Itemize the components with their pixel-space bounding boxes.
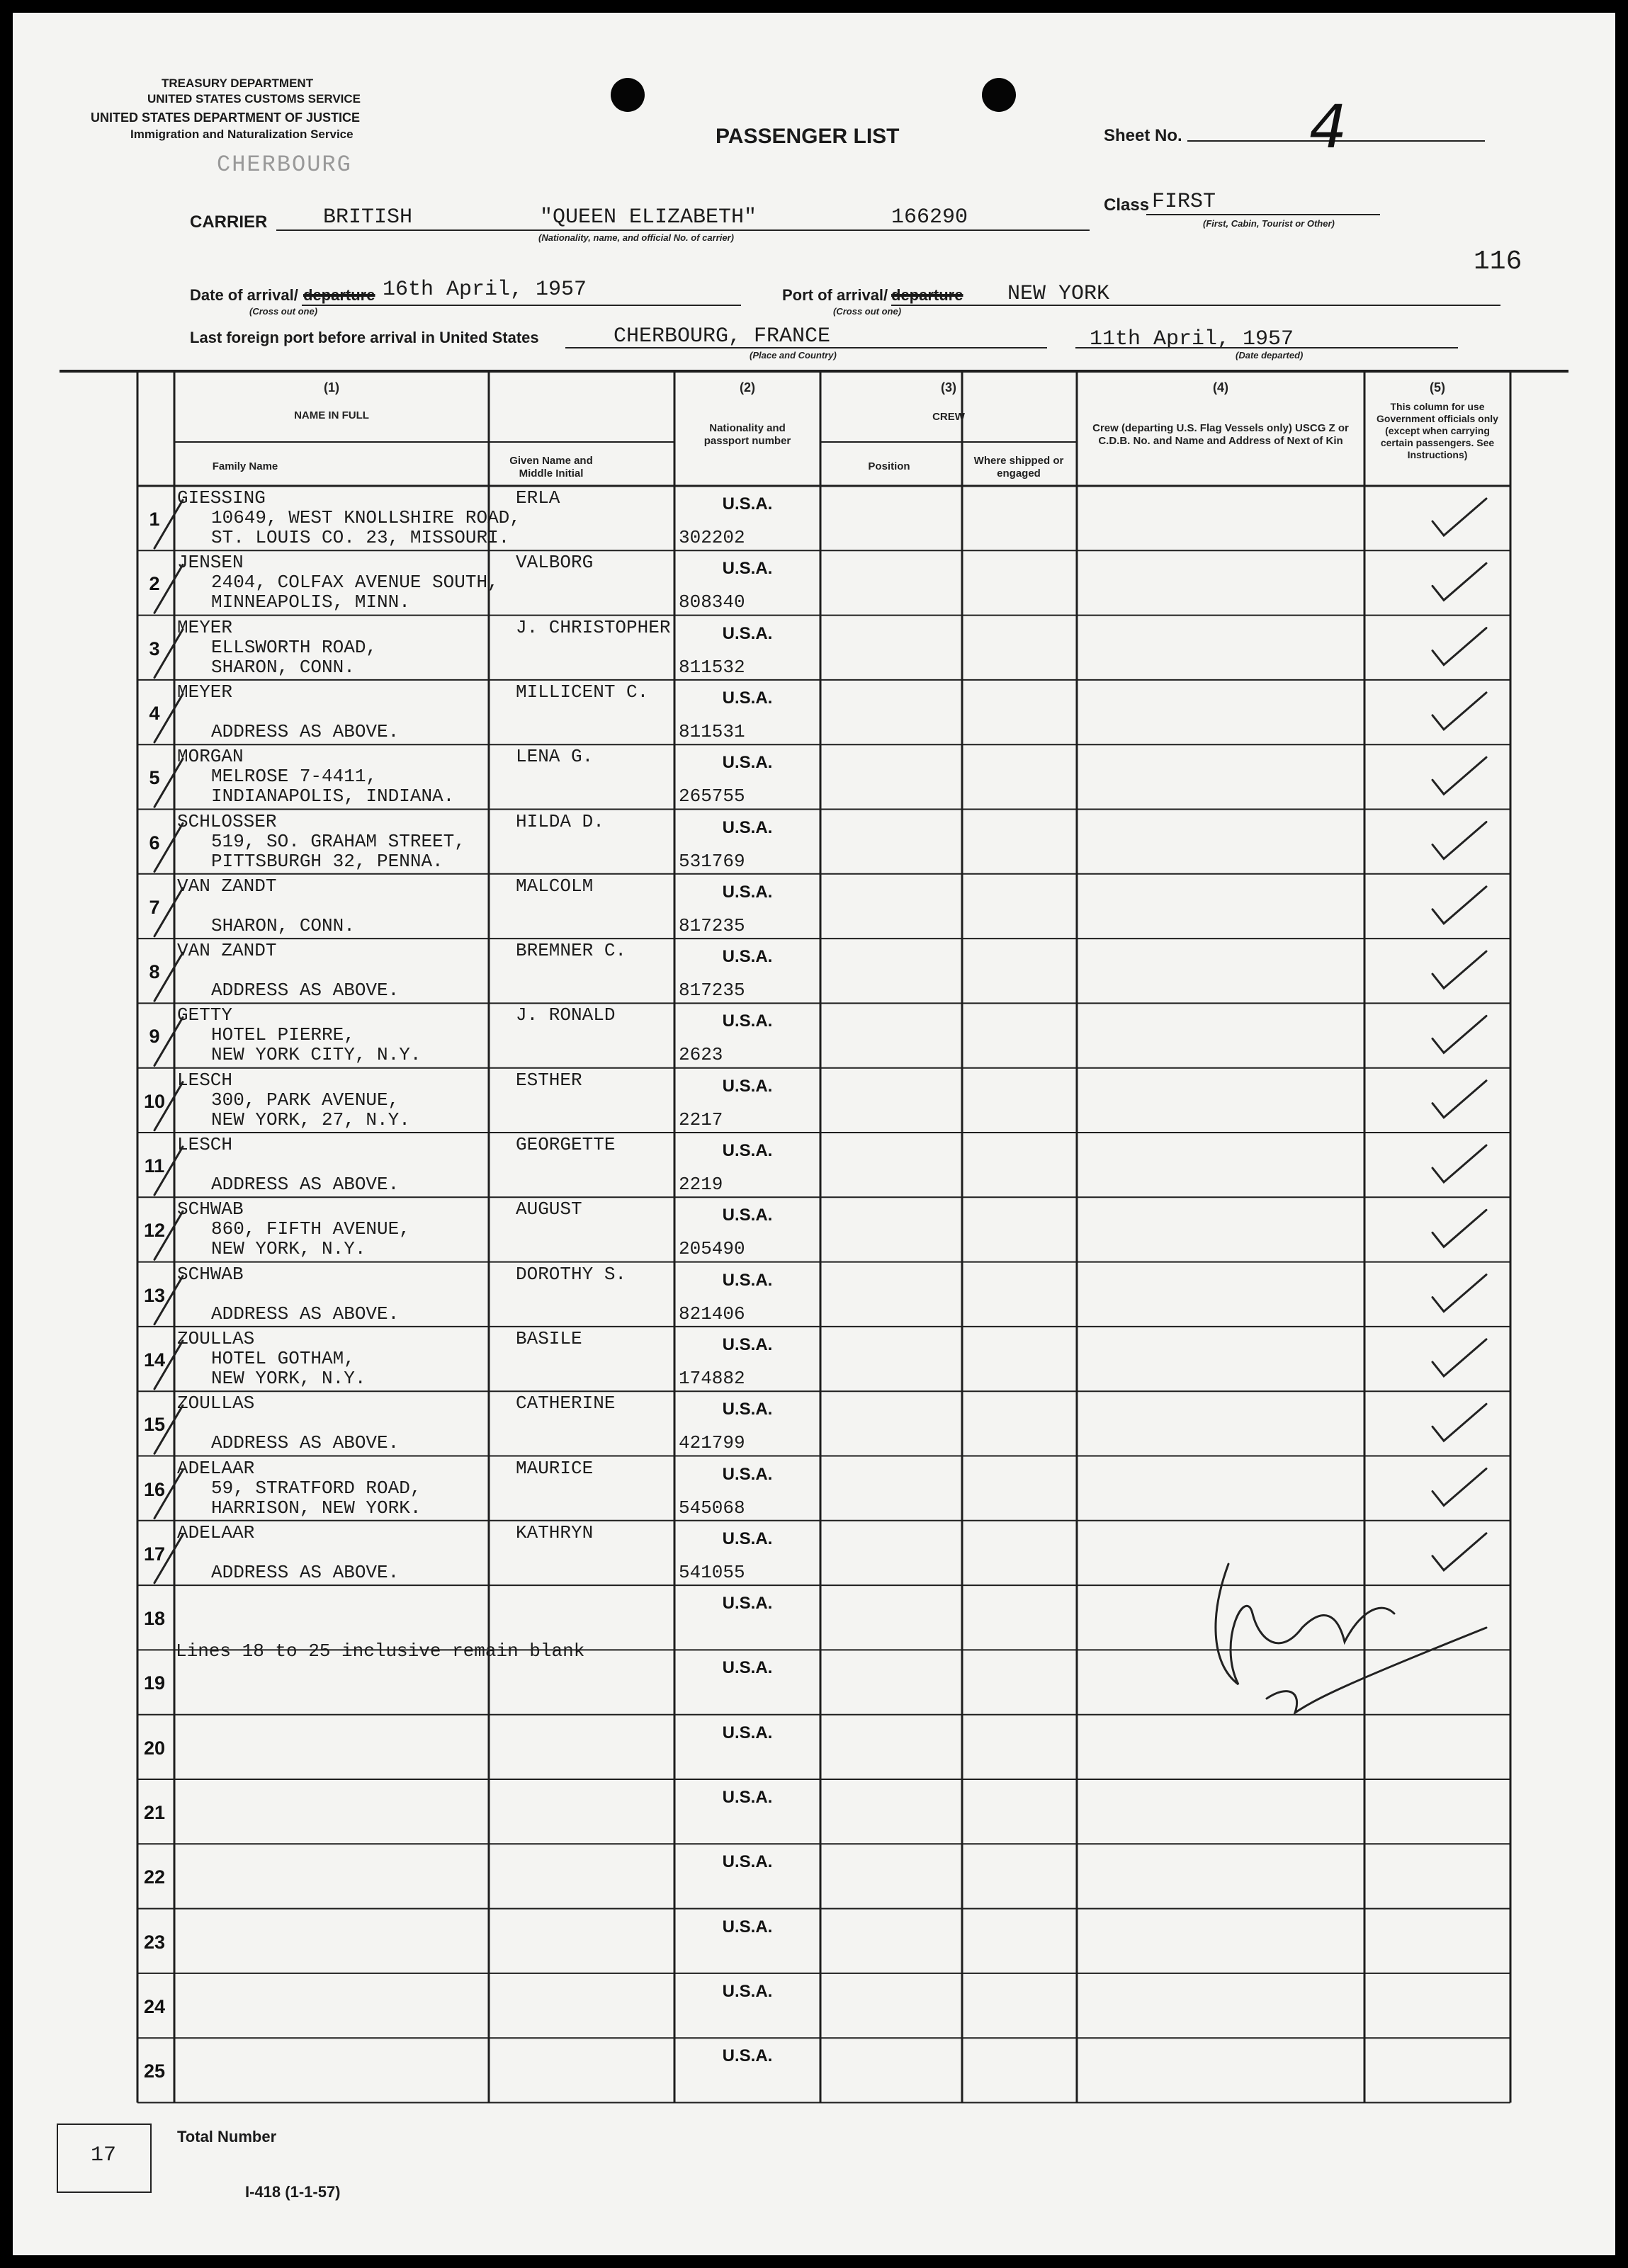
department-of-justice: UNITED STATES DEPARTMENT OF JUSTICE [91, 110, 361, 125]
row-address-2: ST. LOUIS CO. 23, MISSOURI. [211, 527, 510, 548]
check-mark [1432, 951, 1486, 988]
row-slash-mark [154, 1535, 183, 1583]
row-nationality: U.S.A. [722, 753, 773, 773]
row-address-2: SHARON, CONN. [211, 914, 355, 936]
row-slash-mark [154, 1147, 183, 1195]
row-passport: 421799 [679, 1432, 745, 1454]
row-address-2: NEW YORK, 27, N.Y. [211, 1109, 410, 1130]
last-port: CHERBOURG, FRANCE [614, 324, 831, 348]
row-nationality: U.S.A. [722, 1852, 773, 1872]
page-title: PASSENGER LIST [716, 125, 900, 148]
class-label: Class [1104, 195, 1150, 215]
row-family-name: ZOULLAS [177, 1327, 255, 1349]
arrival-date-label: Date of arrival/ [190, 286, 298, 304]
col2-number: (2) [740, 380, 755, 395]
row-number: 17 [143, 1543, 166, 1565]
row-passport: 817235 [679, 914, 745, 936]
port-value: NEW YORK [1007, 282, 1110, 306]
row-nationality: U.S.A. [722, 688, 773, 708]
signature [1216, 1564, 1394, 1684]
page-number: 116 [1474, 246, 1522, 277]
check-mark [1432, 1533, 1486, 1570]
row-given-name: MALCOLM [516, 875, 594, 897]
row-nationality: U.S.A. [722, 1206, 773, 1225]
col-given-name: Given Name and Middle Initial [509, 455, 593, 480]
row-given-name: DOROTHY S. [516, 1263, 627, 1285]
row-nationality: U.S.A. [722, 1400, 773, 1419]
row-family-name: GETTY [177, 1004, 233, 1026]
row-nationality: U.S.A. [722, 1658, 773, 1678]
row-slash-mark [154, 759, 183, 807]
blank-lines-note: Lines 18 to 25 inclusive remain blank [176, 1640, 585, 1662]
row-nationality: U.S.A. [722, 2046, 773, 2066]
row-number: 21 [143, 1802, 166, 1823]
row-given-name: MAURICE [516, 1457, 594, 1479]
check-mark [1432, 1016, 1486, 1053]
row-passport: 174882 [679, 1367, 745, 1389]
row-given-name: MILLICENT C. [516, 681, 649, 703]
row-address-2: ADDRESS AS ABOVE. [211, 1432, 400, 1454]
row-nationality: U.S.A. [722, 1076, 773, 1096]
row-passport: 302202 [679, 527, 745, 548]
row-passport: 2623 [679, 1044, 723, 1066]
row-number: 3 [149, 637, 160, 659]
row-given-name: BREMNER C. [516, 940, 627, 962]
col4-title: Crew (departing U.S. Flag Vessels only) USCG Z or C.D.B. No. and Name and Address of Next of Kin [1092, 422, 1349, 447]
carrier-label: CARRIER [190, 212, 268, 232]
col-family-name: Family Name [212, 460, 278, 472]
row-number: 23 [143, 1931, 166, 1953]
row-given-name: BASILE [516, 1327, 582, 1349]
row-number: 18 [143, 1608, 166, 1630]
row-given-name: GEORGETTE [516, 1134, 616, 1155]
row-address-1: 860, FIFTH AVENUE, [211, 1218, 410, 1240]
arrival-date: 16th April, 1957 [383, 278, 587, 302]
row-given-name: VALBORG [516, 552, 594, 574]
row-nationality: U.S.A. [722, 494, 773, 514]
col1-number: (1) [324, 380, 339, 395]
row-given-name: AUGUST [516, 1198, 582, 1220]
port-struck: departure [891, 286, 963, 304]
row-given-name: LENA G. [516, 746, 594, 768]
row-address-1: 2404, COLFAX AVENUE SOUTH, [211, 572, 499, 594]
row-passport: 2219 [679, 1174, 723, 1195]
check-mark [1432, 1081, 1486, 1118]
row-number: 8 [149, 961, 160, 983]
row-number: 13 [143, 1284, 166, 1306]
row-number: 4 [149, 702, 160, 724]
row-family-name: SCHWAB [177, 1263, 244, 1285]
total-count: 17 [91, 2143, 117, 2167]
row-family-name: MORGAN [177, 746, 244, 768]
row-passport: 265755 [679, 786, 745, 807]
row-address-2: NEW YORK CITY, N.Y. [211, 1044, 422, 1066]
last-port-label: Last foreign port before arrival in United States [190, 329, 539, 346]
row-nationality: U.S.A. [722, 947, 773, 967]
row-number: 16 [143, 1478, 166, 1500]
row-number: 25 [143, 2060, 166, 2082]
row-family-name: JENSEN [177, 552, 244, 574]
arrival-date-struck: departure [303, 286, 375, 304]
row-nationality: U.S.A. [722, 1011, 773, 1031]
last-port-caption: (Place and Country) [750, 350, 837, 361]
port-label: Port of arrival/ [782, 286, 888, 304]
row-passport: 817235 [679, 980, 745, 1002]
row-nationality: U.S.A. [722, 817, 773, 837]
row-nationality: U.S.A. [722, 1334, 773, 1354]
immigration-service: Immigration and Naturalization Service [130, 127, 354, 141]
row-address-2: ADDRESS AS ABOVE. [211, 1303, 400, 1325]
arrival-date-caption: (Cross out one) [249, 306, 318, 317]
row-address-2: PITTSBURGH 32, PENNA. [211, 850, 443, 872]
check-mark [1432, 822, 1486, 859]
row-slash-mark [154, 953, 183, 1001]
row-passport: 821406 [679, 1303, 745, 1325]
row-number: 15 [143, 1414, 166, 1436]
row-family-name: LESCH [177, 1069, 233, 1091]
row-passport: 205490 [679, 1238, 745, 1260]
row-slash-mark [154, 630, 183, 678]
row-address-1: ELLSWORTH ROAD, [211, 636, 378, 658]
row-family-name: ADELAAR [177, 1457, 255, 1479]
carrier-number: 166290 [891, 205, 968, 229]
row-family-name: ZOULLAS [177, 1393, 255, 1414]
row-address-1: HOTEL GOTHAM, [211, 1347, 355, 1369]
row-slash-mark [154, 1211, 183, 1259]
row-family-name: MEYER [177, 616, 233, 638]
row-nationality: U.S.A. [722, 1529, 773, 1548]
row-slash-mark [154, 694, 183, 742]
sheet-number-label: Sheet No. [1104, 126, 1182, 145]
date-departed-caption: (Date departed) [1236, 350, 1304, 361]
row-number: 12 [143, 1220, 166, 1242]
row-slash-mark [154, 1017, 183, 1065]
row-nationality: U.S.A. [722, 1270, 773, 1290]
row-address-1: 59, STRATFORD ROAD, [211, 1477, 422, 1499]
row-number: 14 [143, 1349, 166, 1371]
row-number: 24 [143, 1995, 166, 2017]
col1-title: NAME IN FULL [294, 409, 369, 421]
row-address-2: NEW YORK, N.Y. [211, 1238, 366, 1260]
row-family-name: VAN ZANDT [177, 875, 277, 897]
check-mark [1432, 1404, 1486, 1441]
row-address-2: ADDRESS AS ABOVE. [211, 980, 400, 1002]
row-given-name: KATHRYN [516, 1521, 594, 1543]
row-number: 1 [149, 509, 160, 530]
check-mark [1432, 499, 1486, 535]
row-slash-mark [154, 500, 183, 548]
row-passport: 808340 [679, 591, 745, 613]
check-mark [1432, 563, 1486, 600]
signature-tail [1267, 1628, 1486, 1713]
form-number: I-418 (1-1-57) [245, 2183, 341, 2201]
row-number: 2 [149, 573, 160, 595]
row-nationality: U.S.A. [722, 623, 773, 643]
row-given-name: HILDA D. [516, 810, 604, 832]
col3-title: CREW [932, 411, 965, 423]
row-passport: 811531 [679, 720, 745, 742]
col2-title: Nationality and passport number [703, 422, 791, 447]
check-mark [1432, 1469, 1486, 1506]
sheet-number-handwritten: 4 [1309, 92, 1347, 161]
row-address-1: 10649, WEST KNOLLSHIRE ROAD, [211, 507, 521, 528]
check-mark [1432, 628, 1486, 665]
check-mark [1432, 693, 1486, 730]
row-family-name: MEYER [177, 681, 233, 703]
row-address-2: ADDRESS AS ABOVE. [211, 720, 400, 742]
col5-number: (5) [1430, 380, 1445, 395]
check-mark [1432, 1339, 1486, 1376]
check-mark [1432, 757, 1486, 794]
row-slash-mark [154, 888, 183, 936]
row-address-2: INDIANAPOLIS, INDIANA. [211, 786, 455, 807]
row-family-name: LESCH [177, 1134, 233, 1155]
class-caption: (First, Cabin, Tourist or Other) [1203, 218, 1335, 229]
check-mark [1432, 1145, 1486, 1182]
row-address-2: SHARON, CONN. [211, 656, 355, 678]
treasury-department: TREASURY DEPARTMENT [162, 76, 314, 90]
row-address-1: MELROSE 7-4411, [211, 766, 378, 788]
row-family-name: SCHWAB [177, 1198, 244, 1220]
class-value: FIRST [1152, 190, 1216, 214]
check-mark [1432, 887, 1486, 924]
row-number: 19 [143, 1672, 166, 1694]
row-passport: 811532 [679, 656, 745, 678]
row-given-name: J. CHRISTOPHER [516, 616, 671, 638]
col5-title: This column for use Government officials only (except when carrying certain passengers. See Instructions) [1377, 401, 1498, 460]
row-nationality: U.S.A. [722, 1141, 773, 1160]
col4-number: (4) [1213, 380, 1228, 395]
port-caption: (Cross out one) [833, 306, 902, 317]
row-number: 10 [143, 1090, 166, 1112]
check-mark [1432, 1275, 1486, 1312]
row-address-2: MINNEAPOLIS, MINN. [211, 591, 410, 613]
row-nationality: U.S.A. [722, 1594, 773, 1614]
check-mark [1432, 1210, 1486, 1247]
col-position: Position [868, 460, 910, 472]
row-nationality: U.S.A. [722, 882, 773, 902]
row-slash-mark [154, 1341, 183, 1389]
row-address-1: 300, PARK AVENUE, [211, 1089, 400, 1111]
customs-service: UNITED STATES CUSTOMS SERVICE [147, 92, 361, 106]
date-departed: 11th April, 1957 [1090, 327, 1294, 351]
row-nationality: U.S.A. [722, 1464, 773, 1484]
row-slash-mark [154, 1405, 183, 1453]
row-address-2: ADDRESS AS ABOVE. [211, 1174, 400, 1195]
row-passport: 541055 [679, 1561, 745, 1583]
row-nationality: U.S.A. [722, 1723, 773, 1742]
row-number: 6 [149, 832, 160, 854]
col3-number: (3) [941, 380, 956, 395]
row-passport: 2217 [679, 1109, 723, 1130]
row-number: 9 [149, 1026, 160, 1048]
cherbourg-stamp: CHERBOURG [217, 152, 352, 178]
passenger-list-sheet [13, 13, 1615, 2255]
row-slash-mark [154, 824, 183, 872]
row-nationality: U.S.A. [722, 1981, 773, 2001]
row-slash-mark [154, 1082, 183, 1130]
row-number: 11 [144, 1155, 165, 1176]
row-given-name: J. RONALD [516, 1004, 616, 1026]
row-family-name: VAN ZANDT [177, 940, 277, 962]
row-passport: 531769 [679, 850, 745, 872]
row-number: 7 [149, 896, 160, 918]
row-given-name: CATHERINE [516, 1393, 616, 1414]
row-family-name: GIESSING [177, 487, 266, 509]
row-family-name: ADELAAR [177, 1521, 255, 1543]
row-address-2: ADDRESS AS ABOVE. [211, 1561, 400, 1583]
row-given-name: ERLA [516, 487, 560, 509]
row-nationality: U.S.A. [722, 1917, 773, 1937]
col-where-shipped: Where shipped or engaged [973, 455, 1064, 480]
carrier-name: "QUEEN ELIZABETH" [540, 205, 757, 229]
row-address-1: HOTEL PIERRE, [211, 1024, 355, 1046]
row-number: 22 [143, 1866, 166, 1888]
row-nationality: U.S.A. [722, 1788, 773, 1807]
handwritten-marks [13, 13, 1615, 2255]
row-slash-mark [154, 1276, 183, 1325]
row-passport: 545068 [679, 1497, 745, 1519]
total-label: Total Number [177, 2128, 277, 2145]
row-address-2: HARRISON, NEW YORK. [211, 1497, 422, 1519]
carrier-caption: (Nationality, name, and official No. of carrier) [538, 232, 734, 243]
row-family-name: SCHLOSSER [177, 810, 277, 832]
row-address-1: 519, SO. GRAHAM STREET, [211, 830, 465, 852]
row-number: 20 [143, 1737, 166, 1759]
row-number: 5 [149, 767, 160, 789]
row-nationality: U.S.A. [722, 559, 773, 579]
carrier-nationality: BRITISH [323, 205, 413, 229]
row-address-2: NEW YORK, N.Y. [211, 1367, 366, 1389]
row-slash-mark [154, 565, 183, 613]
row-given-name: ESTHER [516, 1069, 582, 1091]
row-slash-mark [154, 1470, 183, 1519]
